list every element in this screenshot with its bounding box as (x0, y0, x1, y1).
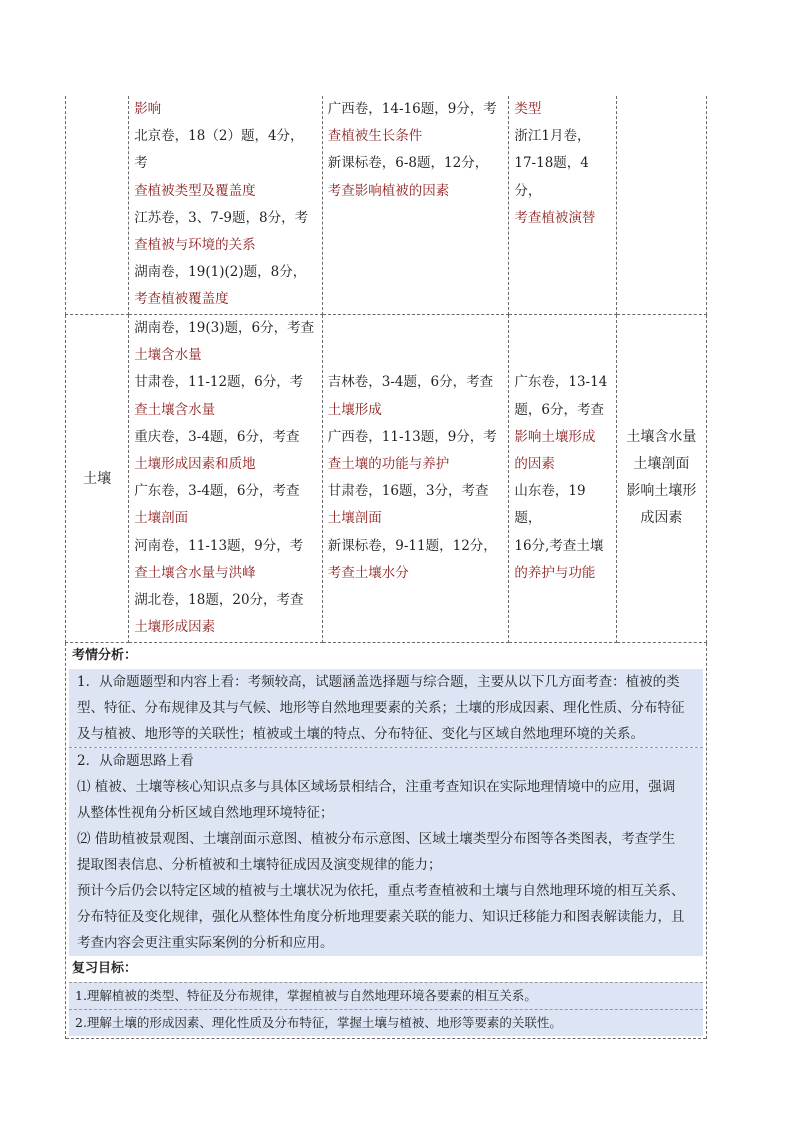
soil-col3-cell (509, 314, 616, 642)
summary-line: 土壤含水量 (626, 429, 697, 446)
cell-line: 土壤形成因素和质地 (134, 455, 256, 472)
soil-col1-cell (129, 314, 323, 642)
veg-summary-cell (616, 96, 706, 314)
cell-line: 题，6分，考查 (514, 401, 604, 418)
cell-line: 河南卷，11-13题，9分，考 (134, 537, 304, 554)
cell-line: 新课标卷，9-11题，12分， (327, 537, 497, 554)
cell-line: 土壤含水量 (134, 347, 202, 364)
soil-col1-lines (129, 315, 322, 641)
soil-label: 土壤 (83, 471, 112, 488)
cell-line: 浙江1月卷， (514, 128, 591, 145)
paragraph-line: 2．从命题思路上看 (77, 752, 194, 769)
paragraph-line: ⑵ 借助植被景观图、土壤剖面示意图、植被分布示意图、区域土壤类型分布图等各类图表，考查学生 (77, 830, 676, 847)
paragraph-line: 型、特征、分布规律及其与气候、地形等自然地理要素的关系；土壤的形成因素、理化性质、分布特征 (77, 699, 685, 716)
cell-line: 考查土壤水分 (327, 564, 409, 581)
cell-line: 土壤形成因素 (134, 619, 216, 636)
cell-line: 吉林卷，3-4题，6分，考查 (327, 374, 494, 391)
analysis-section (65, 643, 707, 1039)
cell-line: 广西卷，11-13题，9分，考 (327, 428, 497, 445)
veg-col2-cell (322, 96, 509, 314)
paragraph-line: 及与植被、地形等的关联性；植被或土壤的特点、分布特征、变化与区域自然地理环境的关系。 (77, 725, 644, 742)
soil-col3-lines (509, 369, 615, 587)
goal-item-1: 1.理解植被的类型、特征及分布规律，掌握植被与自然地理环境各要素的相互关系。 (69, 982, 703, 1009)
vegetation-row (66, 96, 707, 314)
paragraph-line: 提取图表信息、分析植被和土壤特征成因及演变规律的能力； (77, 856, 442, 873)
cell-line: 16分,考查土壤 (514, 537, 604, 554)
soil-row (66, 314, 707, 642)
bottom-border (66, 1036, 706, 1039)
cell-line: 湖南卷，19(3)题，6分，考查 (134, 319, 315, 336)
cell-line: 湖南卷，19(1)(2)题，8分， (134, 264, 307, 281)
exam-analysis-page (65, 96, 707, 1039)
cell-line: 湖北卷，18题，20分，考查 (134, 591, 304, 608)
goal-item-2: 2.理解土壤的形成因素、理化性质及分布特征，掌握土壤与植被、地形等要素的关联性。 (69, 1009, 703, 1036)
veg-col2-lines (323, 96, 509, 205)
cell-line: 17-18题，4分， (514, 155, 589, 199)
summary-line: 土壤剖面 (633, 456, 690, 473)
cell-line: 新课标卷，6-8题，12分， (327, 155, 489, 172)
summary-line: 影响土壤形 (626, 483, 697, 500)
soil-summary-cell (616, 314, 706, 642)
cell-line: 考查植被覆盖度 (134, 291, 229, 308)
row-label-cell (66, 96, 129, 314)
paragraph-line: 从整体性视角分析区域自然地理环境特征； (77, 804, 334, 821)
analysis-paragraph-1 (69, 669, 703, 747)
cell-line: 影响土壤形成 (514, 428, 596, 445)
analysis-paragraph-2 (69, 748, 703, 956)
cell-line: 广西卷，14-16题，9分，考 (327, 101, 497, 117)
cell-line: 甘肃卷，16题，3分，考查 (327, 483, 489, 500)
soil-col2-lines (323, 369, 509, 587)
cell-line: 影响 (134, 101, 162, 117)
cell-line: 考查植被演替 (514, 209, 596, 226)
cell-line: 查植被类型及覆盖度 (134, 182, 256, 199)
cell-line: 查土壤的功能与养护 (327, 455, 450, 472)
veg-col1-cell (129, 96, 323, 314)
paragraph-line: 预计今后仍会以特定区域的植被与土壤状况为依托，重点考查植被和土壤与自然地理环境的相互关系、 (77, 882, 685, 899)
cell-line: 土壤剖面 (134, 510, 189, 527)
cell-line: 广东卷，3-4题，6分，考查 (134, 483, 300, 500)
paragraph-line: 1．从命题题型和内容上看：考频较高，试题涵盖选择题与综合题，主要从以下几方面考查：植被的类 (77, 673, 680, 690)
cell-line: 山东卷，19题， (514, 483, 586, 527)
soil-col2-cell (322, 314, 509, 642)
cell-line: 的养护与功能 (514, 564, 596, 581)
cell-line: 查土壤含水量与洪峰 (134, 564, 256, 581)
cell-line: 广东卷，13-14 (514, 374, 608, 391)
cell-line: 江苏卷，3、7-9题，8分，考 (134, 209, 309, 226)
cell-line: 查植被生长条件 (327, 128, 423, 145)
cell-line: 查植被与环境的关系 (134, 237, 256, 254)
cell-line: 重庆卷，3-4题，6分，考查 (134, 428, 300, 445)
cell-line: 查土壤含水量 (134, 401, 216, 418)
soil-summary-lines (617, 424, 706, 532)
paragraph-line: 考查内容会更注重实际案例的分析和应用。 (77, 934, 334, 951)
cell-line: 土壤形成 (327, 401, 382, 418)
paragraph-line: 分布特征及变化规律，强化从整体性角度分析地理要素关联的能力、知识迁移能力和图表解读能力，且 (77, 908, 685, 925)
cell-line: 考查影响植被的因素 (327, 182, 450, 199)
cell-line: 土壤剖面 (327, 510, 382, 527)
veg-col3-cell (509, 96, 616, 314)
cell-line: 甘肃卷，11-12题，6分，考 (134, 374, 304, 391)
soil-label-cell (66, 314, 129, 642)
exam-table (65, 96, 707, 643)
cell-line: 的因素 (514, 455, 555, 472)
veg-col3-lines (509, 96, 615, 232)
cell-line: 北京卷，18（2）题，4分，考 (134, 128, 304, 172)
veg-col1-lines (129, 96, 322, 314)
analysis-title: 考情分析： (72, 647, 138, 663)
goals-title: 复习目标： (72, 960, 138, 976)
cell-line: 类型 (514, 101, 542, 117)
summary-line: 成因素 (640, 510, 683, 527)
paragraph-line: ⑴ 植被、土壤等核心知识点多与具体区域场景相结合，注重考查知识在实际地理情境中的应用，强调 (77, 778, 676, 795)
